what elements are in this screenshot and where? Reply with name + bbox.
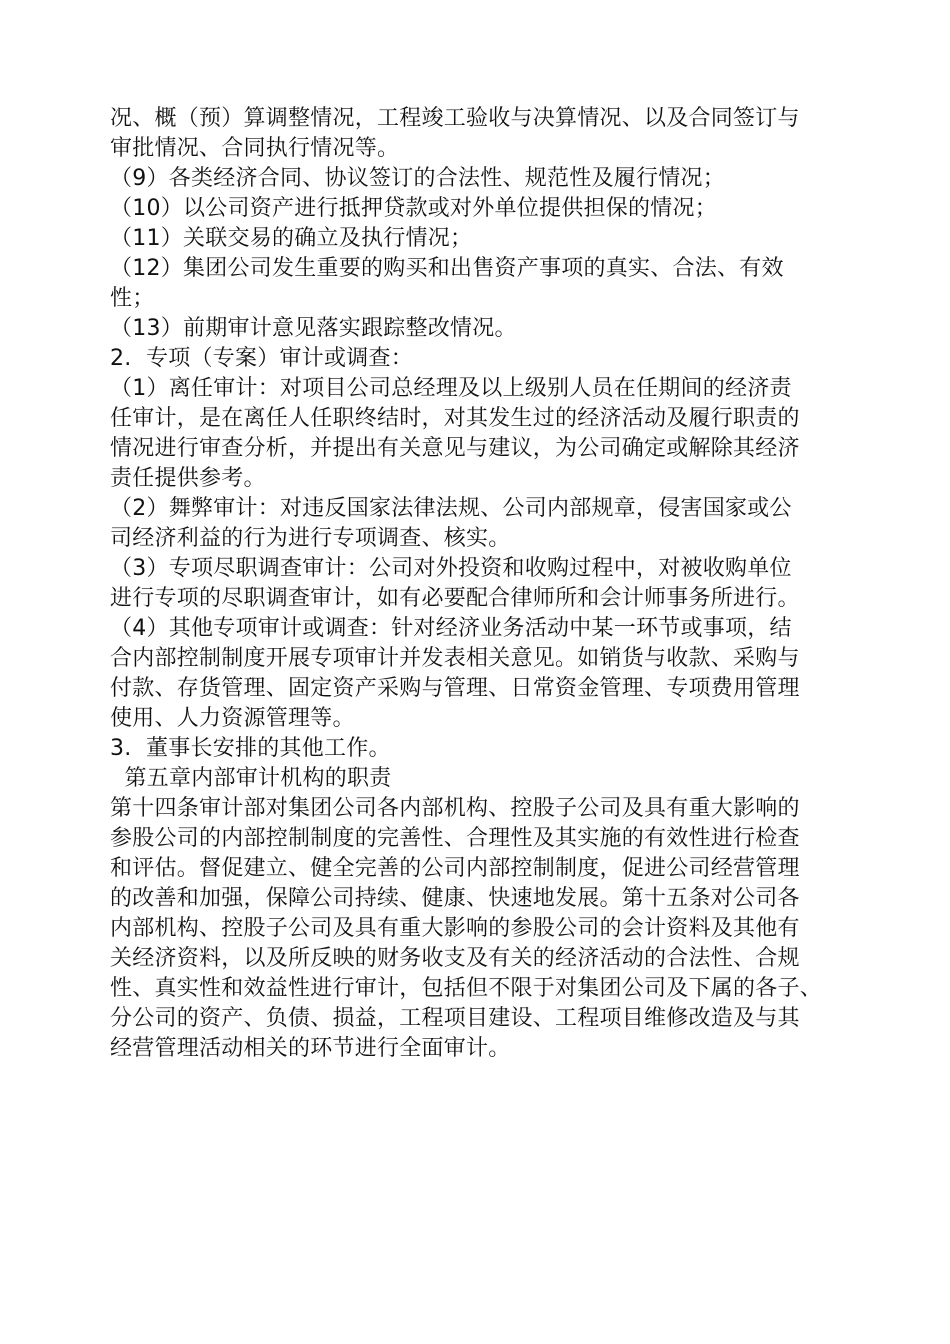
text-line: 第十四条审计部对集团公司各内部机构、控股子公司及具有重大影响的 [110, 796, 800, 821]
text-line: （10）以公司资产进行抵押贷款或对外单位提供担保的情况； [110, 196, 717, 221]
text-line: 审批情况、合同执行情况等。 [110, 136, 400, 161]
text-line: （4）其他专项审计或调查：针对经济业务活动中某一环节或事项，结 [110, 616, 792, 641]
text-line: 关经济资料，以及所反映的财务收支及有关的经济活动的合法性、合规 [110, 946, 800, 971]
text-line: 况、概（预）算调整情况，工程竣工验收与决算情况、以及合同签订与 [110, 106, 800, 131]
section-heading: 3. 董事长安排的其他工作。 [110, 736, 391, 761]
text-line: 任审计，是在离任人任职终结时，对其发生过的经济活动及履行职责的 [110, 406, 800, 431]
text-line: 合内部控制制度开展专项审计并发表相关意见。如销货与收款、采购与 [110, 646, 800, 671]
text-line: （12）集团公司发生重要的购买和出售资产事项的真实、合法、有效 [110, 256, 784, 281]
text-line: （11）关联交易的确立及执行情况； [110, 226, 473, 251]
text-line: （1）离任审计：对项目公司总经理及以上级别人员在任期间的经济责 [110, 376, 792, 401]
text-line: （2）舞弊审计：对违反国家法律法规、公司内部规章，侵害国家或公 [110, 496, 792, 521]
chapter-heading: 第五章内部审计机构的职责 [110, 766, 392, 791]
text-line: 分公司的资产、负债、损益，工程项目建设、工程项目维修改造及与其 [110, 1006, 800, 1031]
text-line: 参股公司的内部控制制度的完善性、合理性及其实施的有效性进行检查 [110, 826, 800, 851]
text-line: 经营管理活动相关的环节进行全面审计。 [110, 1036, 511, 1061]
text-line: 进行专项的尽职调查审计，如有必要配合律师所和会计师事务所进行。 [110, 586, 800, 611]
text-line: （3）专项尽职调查审计：公司对外投资和收购过程中，对被收购单位 [110, 556, 792, 581]
section-heading: 2. 专项（专案）审计或调查： [110, 346, 413, 371]
text-line: 责任提供参考。 [110, 466, 266, 491]
text-line: 性； [110, 286, 155, 311]
text-line: 付款、存货管理、固定资产采购与管理、日常资金管理、专项费用管理 [110, 676, 800, 701]
text-line: 司经济利益的行为进行专项调查、核实。 [110, 526, 511, 551]
text-line: 性、真实性和效益性进行审计，包括但不限于对集团公司及下属的各子、 [110, 976, 823, 1001]
text-line: 使用、人力资源管理等。 [110, 706, 355, 731]
text-line: 情况进行审查分析，并提出有关意见与建议，为公司确定或解除其经济 [110, 436, 800, 461]
text-line: 内部机构、控股子公司及具有重大影响的参股公司的会计资料及其他有 [110, 916, 800, 941]
text-line: （13）前期审计意见落实跟踪整改情况。 [110, 316, 517, 341]
text-line: 的改善和加强，保障公司持续、健康、快速地发展。第十五条对公司各 [110, 886, 800, 911]
text-line: 和评估。督促建立、健全完善的公司内部控制制度，促进公司经营管理 [110, 856, 800, 881]
text-line: （9）各类经济合同、协议签订的合法性、规范性及履行情况； [110, 166, 725, 191]
